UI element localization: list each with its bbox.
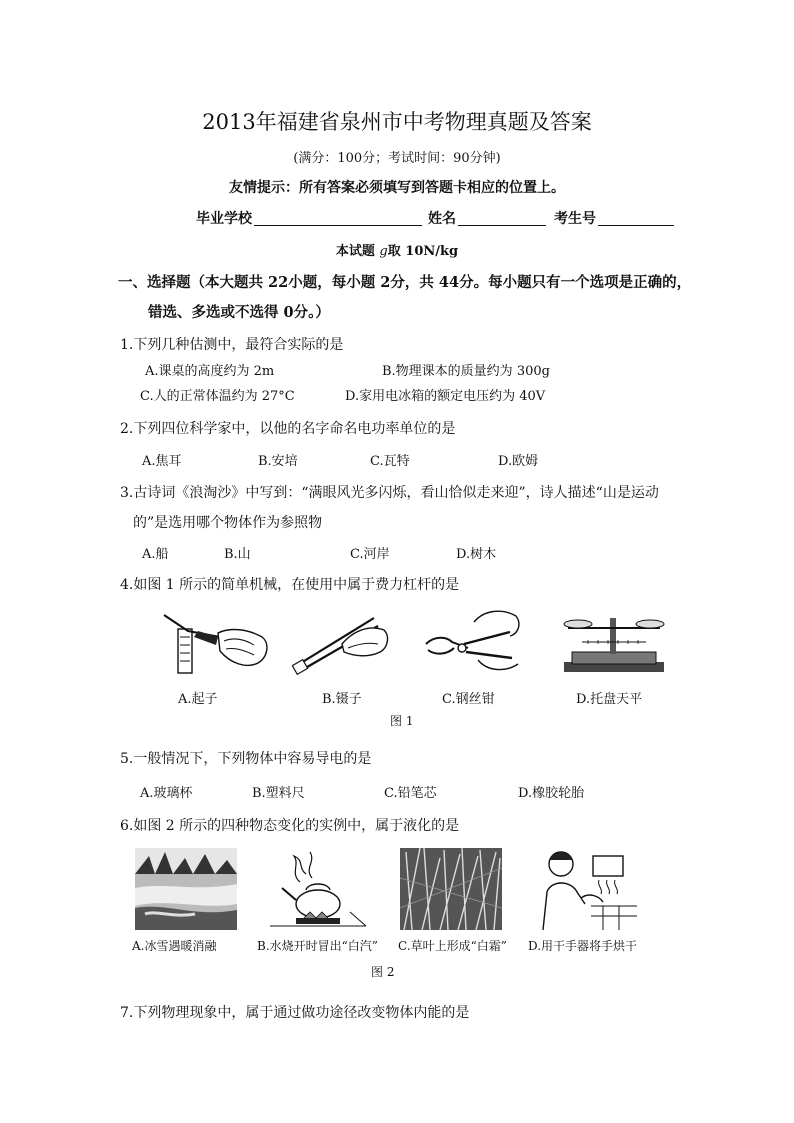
- fig1-caption-d: D.托盘天平: [576, 692, 643, 707]
- fig2-caption-b: B.水烧开时冒出“白汽”: [257, 939, 378, 953]
- q5-option-a: A.玻璃杯: [140, 786, 193, 801]
- q2-option-d: D.欧姆: [498, 454, 539, 469]
- q3-option-b: B.山: [224, 547, 251, 562]
- question-2: 2.下列四位科学家中，以他的名字命名电功率单位的是: [120, 421, 456, 437]
- frosted-grass-photo: [400, 848, 502, 930]
- question-3-cont: 的”是选用哪个物体作为参照物: [133, 515, 323, 531]
- q2-option-b: B.安培: [258, 454, 298, 469]
- number-field[interactable]: [598, 211, 674, 226]
- q3-option-c: C.河岸: [350, 547, 390, 562]
- question-7: 7.下列物理现象中，属于通过做功途径改变物体内能的是: [120, 1005, 470, 1021]
- fig2-caption-c: C.草叶上形成“白霜”: [398, 939, 507, 953]
- q3-option-d: D.树木: [456, 547, 497, 562]
- question-3: 3.古诗词《浪淘沙》中写到：“满眼风光多闪烁，看山恰似走来迎”，诗人描述“山是运动: [120, 485, 659, 501]
- question-6: 6.如图 2 所示的四种物态变化的实例中，属于液化的是: [120, 818, 460, 834]
- q3-option-a: A.船: [142, 547, 169, 562]
- fig1-caption-c: C.钢丝钳: [442, 692, 495, 707]
- number-label: 考生号: [554, 211, 596, 227]
- exam-info: (满分：100分；考试时间：90分钟): [293, 151, 501, 166]
- section-heading: 一、选择题（本大题共 22小题，每小题 2分，共 44分。每小题只有一个选项是正确的，: [118, 274, 692, 291]
- q1-option-d: D.家用电冰箱的额定电压约为 40V: [345, 389, 546, 404]
- q2-option-a: A.焦耳: [142, 454, 182, 469]
- question-5: 5.一般情况下，下列物体中容易导电的是: [120, 751, 372, 767]
- q5-option-b: B.塑料尺: [252, 786, 305, 801]
- friendly-tip: 友情提示：所有答案必须填写到答题卡相应的位置上。: [229, 180, 565, 196]
- page-title: 2013年福建省泉州市中考物理真题及答案: [202, 110, 592, 134]
- name-label: 姓名: [428, 211, 456, 227]
- section-heading-cont: 错选、多选或不选得 0分。）: [148, 304, 330, 321]
- melting-snow-photo: [135, 848, 237, 930]
- bottle-opener-icon: [158, 607, 278, 679]
- fig2-caption-a: A.冰雪遇暖消融: [132, 939, 217, 953]
- fig1-caption-a: A.起子: [178, 692, 218, 707]
- figure-1-label: 图 1: [390, 714, 414, 728]
- q2-option-c: C.瓦特: [370, 454, 410, 469]
- g-note: 本试题 g取 10N/kg: [335, 244, 459, 259]
- boiling-kettle-icon: [270, 846, 366, 930]
- q1-option-c: C.人的正常体温约为 27°C: [140, 389, 295, 404]
- q5-option-c: C.铅笔芯: [384, 786, 437, 801]
- q1-option-a: A.课桌的高度约为 2m: [145, 364, 275, 379]
- balance-scale-icon: [558, 604, 670, 676]
- fig1-caption-b: B.镊子: [322, 692, 362, 707]
- pliers-icon: [418, 602, 526, 676]
- hand-dryer-icon: [533, 846, 637, 930]
- question-1: 1.下列几种估测中，最符合实际的是: [120, 337, 344, 353]
- q5-option-d: D.橡胶轮胎: [518, 786, 585, 801]
- school-label: 毕业学校: [196, 211, 252, 227]
- school-field[interactable]: [254, 211, 422, 226]
- q1-option-b: B.物理课本的质量约为 300g: [382, 364, 550, 379]
- fig2-caption-d: D.用干手器将手烘干: [528, 939, 638, 953]
- question-4: 4.如图 1 所示的简单机械，在使用中属于费力杠杆的是: [120, 577, 460, 593]
- tweezers-icon: [292, 604, 392, 676]
- name-field[interactable]: [458, 211, 546, 226]
- figure-2-label: 图 2: [371, 965, 395, 979]
